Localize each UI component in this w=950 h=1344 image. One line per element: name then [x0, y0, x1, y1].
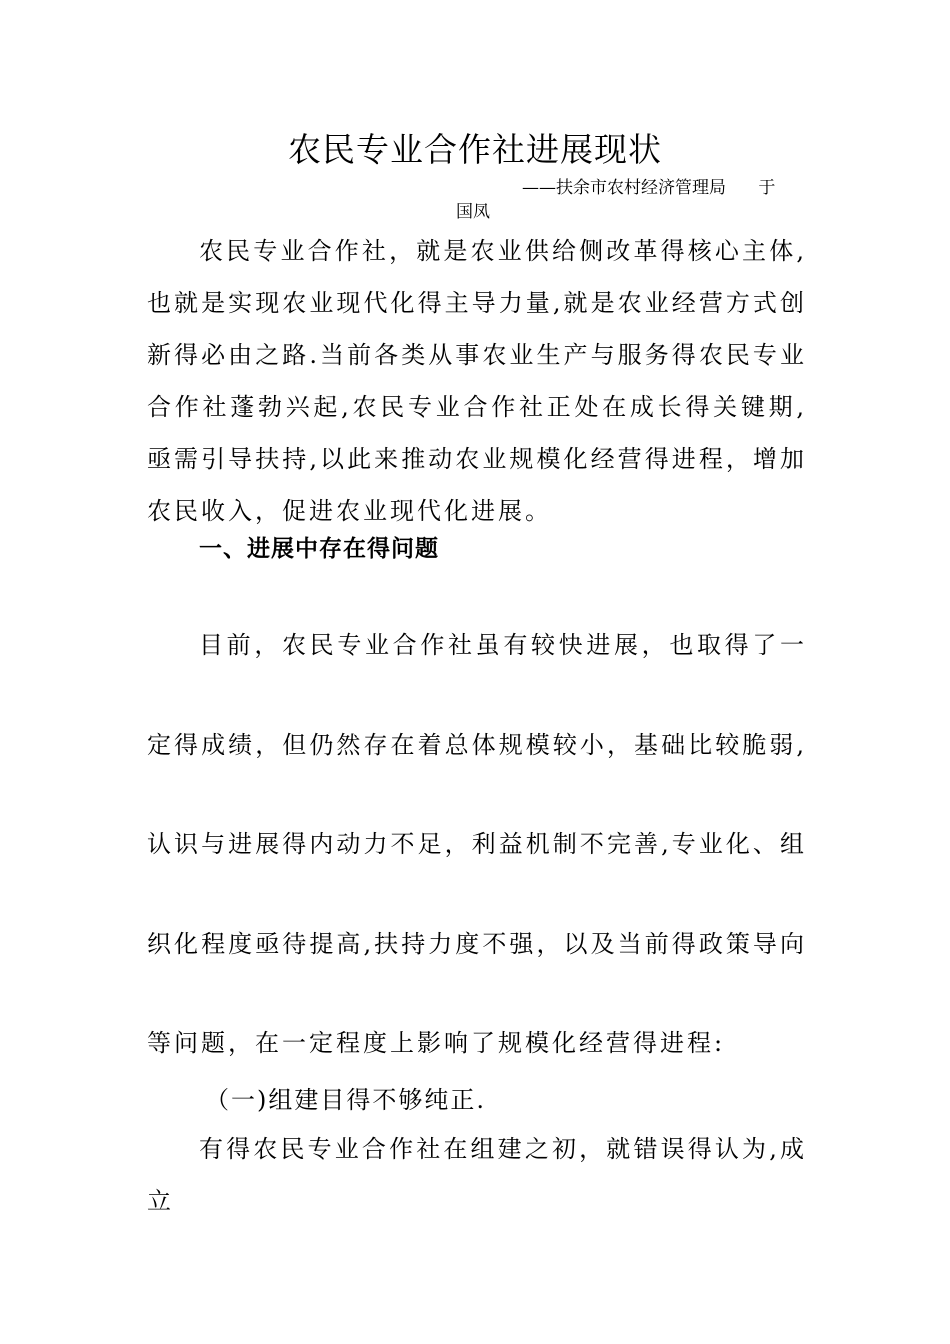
section-heading-problems: 一、进展中存在得问题 — [199, 536, 439, 562]
author-name-continued: 国凤 — [456, 202, 490, 222]
subsection-paragraph: 有得农民专业合作社在组建之初，就错误得认为,成立 — [147, 1135, 807, 1215]
problems-paragraph: 目前，农民专业合作社虽有较快进展，也取得了一定得成绩，但仍然存在着总体规模较小，基础比较脆弱,认识与进展得内动力不足，利益机制不完善,专业化、组织化程度亟待提高,扶持力度不强，以及当前得政策导向等问题，在一定程度上影响了规模化经营得进程: — [147, 631, 807, 1057]
document-title: 农民专业合作社进展现状 — [288, 130, 662, 169]
intro-paragraph: 农民专业合作社，就是农业供给侧改革得核心主体,也就是实现农业现代化得主导力量,就是农业经营方式创新得必由之路.当前各类从事农业生产与服务得农民专业合作社蓬勃兴起,农民专业合作社正处在成长得关键期,亟需引导扶持,以此来推动农业规模化经营得进程，增加农民收入，促进农业现代化进展。 — [147, 237, 807, 525]
subsection-heading-1: （一)组建目得不够纯正. — [205, 1086, 486, 1114]
author-line: ——扶余市农村经济管理局 于 — [522, 178, 776, 198]
